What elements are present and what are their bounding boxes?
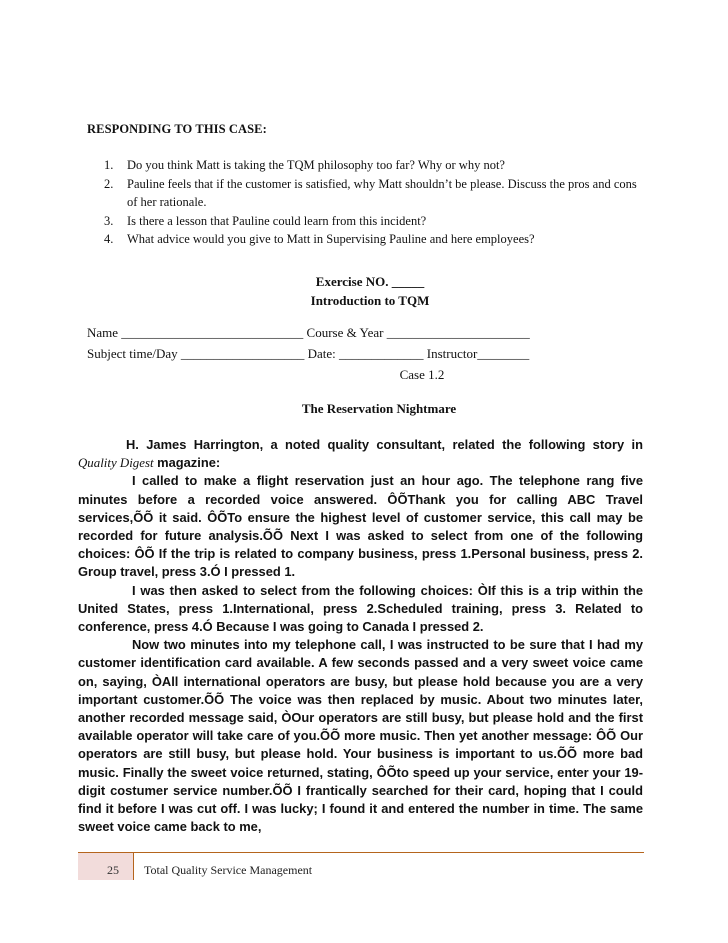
question-number: 4. — [104, 232, 114, 246]
exercise-title: Introduction to TQM — [310, 293, 430, 308]
story-text: magazine: — [153, 455, 221, 471]
case-number: Case 1.2 — [399, 367, 445, 382]
name-course-row: Name ____________________________ Course & Year ______________________ — [87, 325, 530, 340]
question-text: Do you think Matt is taking the TQM philosophy too far? Why or why not? — [127, 158, 505, 172]
question-item — [104, 175, 649, 212]
footer-separator — [133, 852, 134, 880]
footer-rule — [78, 852, 644, 853]
question-text: Pauline feels that if the customer is satisfied, why Matt shouldn’t be please. Discuss the pros and cons of her rationale. — [127, 176, 637, 209]
question-text: Is there a lesson that Pauline could learn from this incident? — [127, 213, 427, 228]
subject-date-instructor-row: Subject time/Day ___________________ Date: _____________ Instructor________ — [87, 346, 530, 361]
story-text: H. James Harrington, a noted quality consultant, related the following story in — [126, 437, 643, 452]
footer-title: Total Quality Service Management — [144, 863, 313, 877]
question-text: What advice would you give to Matt in Supervising Pauline and here employees? — [127, 232, 535, 246]
footer-page-box — [78, 852, 133, 880]
question-number: 3. — [104, 213, 114, 228]
exercise-header — [0, 272, 728, 310]
magazine-name: Quality Digest — [78, 456, 154, 471]
case-story — [78, 436, 643, 836]
story-paragraph: Now two minutes into my telephone call, I was instructed to be sure that I had my customer identification card available. A few seconds passed and a very sweet voice came on, saying, ÒAll international operators are busy, but please hold because you are a very important customer.ÕÕ The voice was then replaced by music. About two minutes later, another recorded message said, ÒOur operators are still busy, but please hold and the first available operator will take care of you.ÕÕ more music. Then yet another message: ÔÕ Our operators are still busy, but please hold. Your business is important to us.ÕÕ more bad music. Finally the sweet voice returned, stating, ÔÕto speed up your service, enter your 19-digit costumer service number.ÕÕ I frantically searched for their card, hoping that I could find it before I was cut off. I was lucky; I found it and entered the number in time. The same sweet voice came back to me, — [78, 637, 643, 835]
section-heading: RESPONDING TO THIS CASE: — [87, 122, 267, 136]
question-item — [104, 156, 649, 175]
question-list — [104, 156, 649, 249]
exercise-number: Exercise NO. _____ — [315, 274, 425, 289]
question-item — [104, 212, 649, 231]
question-number: 2. — [104, 176, 114, 191]
student-info-form — [87, 322, 647, 385]
case-title: The Reservation Nightmare — [301, 401, 457, 416]
story-paragraph: I called to make a flight reservation just an hour ago. The telephone rang five minutes before a recorded voice answered. ÔÕThank you for calling ABC Travel services,ÕÕ it said. ÔÕTo ensure the highest level of customer service, this call may be recorded for future analysis.ÕÕ Next I was asked to select from one of the following choices: ÔÕ If the trip is related to company business, press 1.Personal business, press 2. Group travel, press 3.Ó I pressed 1. — [78, 473, 643, 580]
question-item — [104, 230, 649, 249]
page-number: 25 — [107, 863, 119, 877]
story-paragraph — [78, 436, 643, 472]
question-number: 1. — [104, 158, 114, 172]
story-paragraph: I was then asked to select from the following choices: ÒIf this is a trip within the United States, press 1.International, press 2.Scheduled training, press 3. Related to conference, press 4.Ó Because I was going to Canada I pressed 2. — [78, 582, 643, 635]
